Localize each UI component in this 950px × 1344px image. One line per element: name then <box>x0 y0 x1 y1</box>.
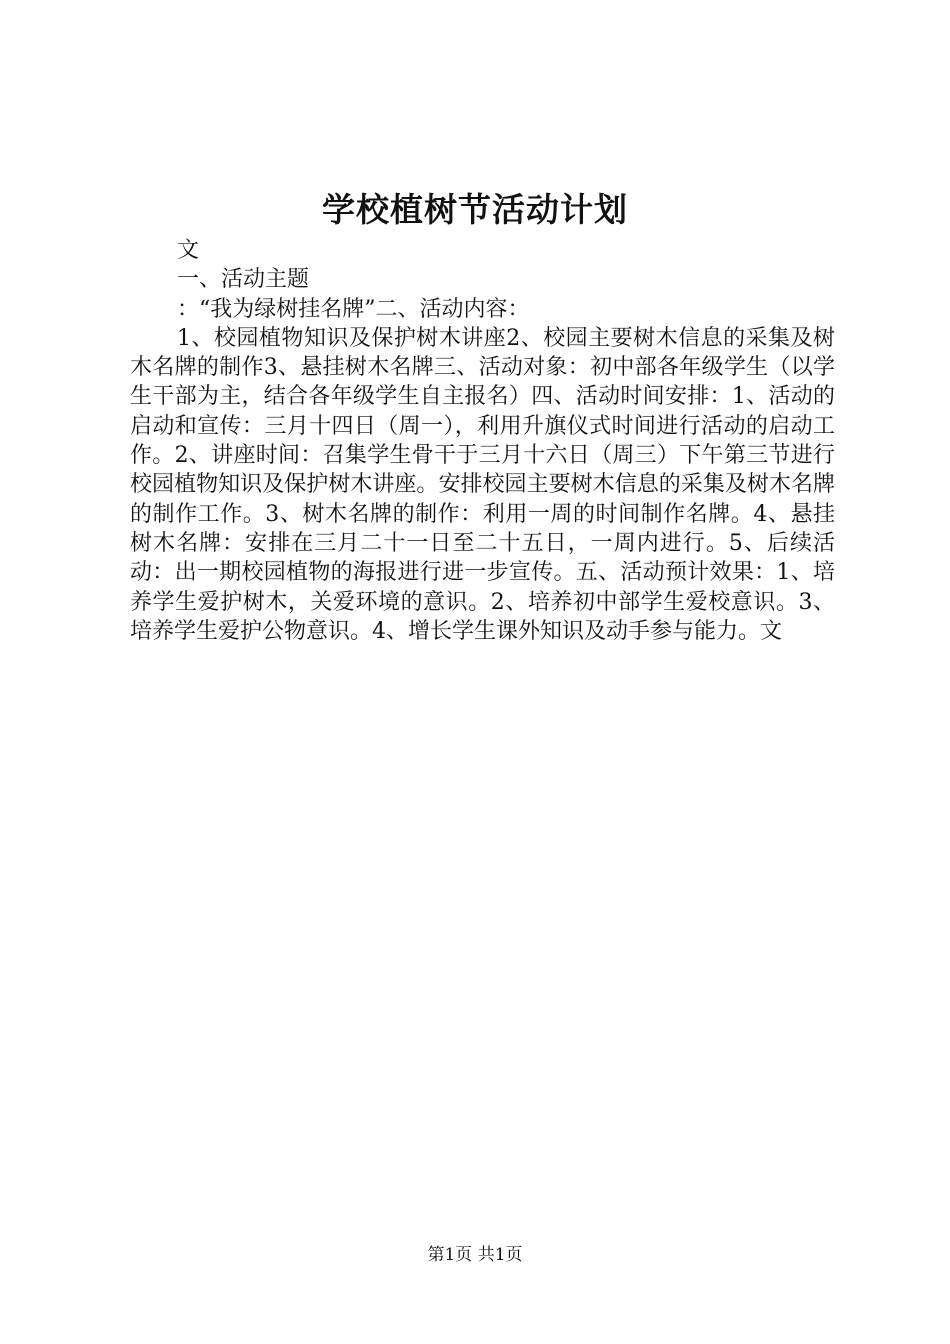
paragraph-theme-heading: 一、活动主题 <box>177 267 310 293</box>
paragraph-intro: 文 <box>177 238 200 263</box>
document-title: 学校植树节活动计划 <box>322 190 628 229</box>
paragraph-main-content: 1、校园植物知识及保护树木讲座2、校园主要树木信息的采集及树木名牌的制作3、悬挂树木名牌三、活动对象：初中部各年级学生（以学生干部为主，结合各年级学生自主报名）四、活动时间安排：1、活动的启动和宣传：三月十四日（周一），利用升旗仪式时间进行活动的启动工作。2、讲座时间：召集学生骨干于三月十六日（周三）下午第三节进行校园植物知识及保护树木讲座。安排校园主要树木信息的采集及树木名牌的制作工作。3、树木名牌的制作：利用一周的时间制作名牌。4、悬挂树木名牌：安排在三月二十一日至二十五日，一周内进行。5、后续活动：出一期校园植物的海报进行进一步宣传。五、活动预计效果：1、培养学生爱护树木，关爱环境的意识。2、培养初中部学生爱校意识。3、培养学生爱护公物意识。4、增长学生课外知识及动手参与能力。文 <box>130 325 835 644</box>
page-footer: 第1页 共1页 <box>427 1245 523 1265</box>
paragraph-theme-content: ：“我为绿树挂名牌”二、活动内容： <box>177 296 530 322</box>
document-body <box>130 236 835 646</box>
